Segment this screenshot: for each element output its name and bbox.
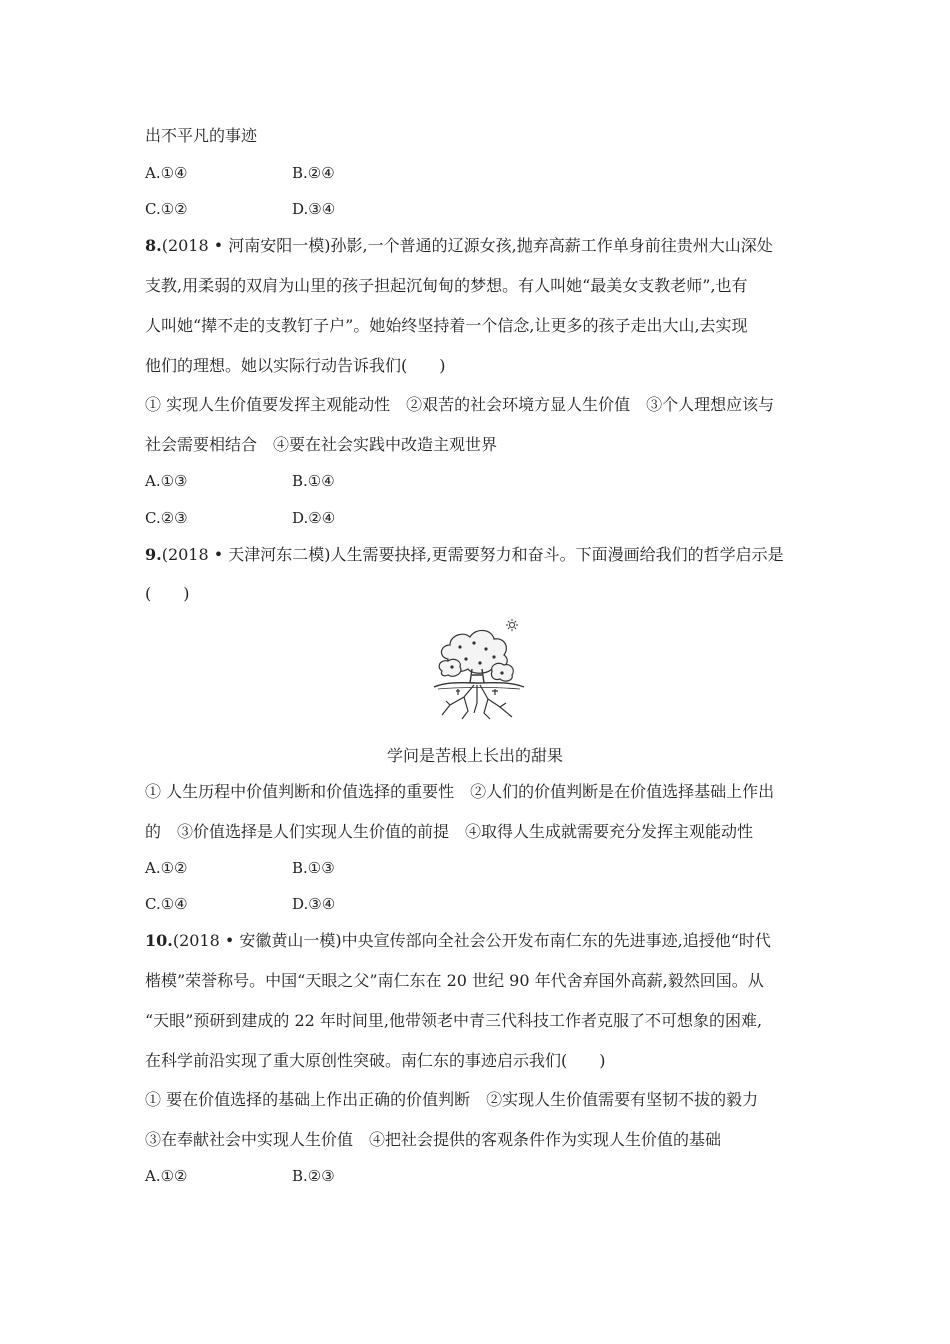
q8-option-c: C.②③ <box>145 509 188 527</box>
q9-option-c: C.①④ <box>145 895 188 913</box>
q8-number: 8. <box>145 236 162 255</box>
cartoon-caption: 学问是苦根上长出的甜果 <box>386 746 563 765</box>
q10-stem-line: 楷模”荣誉称号。中国“天眼之父”南仁东在 20 世纪 90 年代舍弃国外高薪,毅然回国。从 <box>145 971 764 990</box>
q7-option-c: C.①② <box>145 200 188 218</box>
q7-option-d: D.③④ <box>292 200 336 218</box>
q8-option-d: D.②④ <box>292 509 336 527</box>
q8-stem-line: 人叫她“撵不走的支教钉子户”。她始终坚持着一个信念,让更多的孩子走出大山,去实现 <box>145 316 748 335</box>
q7-tail: 出不平凡的事迹 <box>145 126 258 145</box>
q7-option-b: B.②④ <box>292 164 335 182</box>
q7-option-a: A.①④ <box>145 164 188 182</box>
q9-stem-line: 9.(2018 • 天津河东二模)人生需要抉择,更需要努力和奋斗。下面漫画给我们的哲学启示是 <box>145 545 784 564</box>
q8-statement-line: 社会需要相结合 ④要在社会实践中改造主观世界 <box>145 435 498 454</box>
q8-option-a: A.①③ <box>145 472 188 490</box>
q8-stem-line: 8.(2018 • 河南安阳一模)孙影,一个普通的辽源女孩,抛弃高薪工作单身前往贵州大山深处 <box>145 236 773 255</box>
q9-option-d: D.③④ <box>292 895 336 913</box>
q9-option-b: B.①③ <box>292 859 335 877</box>
q10-statement-line: ① 要在价值选择的基础上作出正确的价值判断 ②实现人生价值需要有坚韧不拔的毅力 <box>145 1090 759 1109</box>
q10-stem-line: 在科学前沿实现了重大原创性突破。南仁东的事迹启示我们( ) <box>145 1051 606 1070</box>
q8-statement-line: ① 实现人生价值要发挥主观能动性 ②艰苦的社会环境方显人生价值 ③个人理想应该与 <box>145 395 775 414</box>
q9-statement-line: ① 人生历程中价值判断和价值选择的重要性 ②人们的价值判断是在价值选择基础上作出 <box>145 782 775 801</box>
q10-number: 10. <box>145 931 173 950</box>
q8-stem-line: 支教,用柔弱的双肩为山里的孩子担起沉甸甸的梦想。有人叫她“最美女支教老师”,也有 <box>145 276 748 295</box>
q10-statement-line: ③在奉献社会中实现人生价值 ④把社会提供的客观条件作为实现人生价值的基础 <box>145 1130 722 1149</box>
cartoon-illustration <box>428 617 528 721</box>
q9-statement-line: 的 ③价值选择是人们实现人生价值的前提 ④取得人生成就需要充分发挥主观能动性 <box>145 822 754 841</box>
q10-option-b: B.②③ <box>292 1167 335 1185</box>
q8-stem-line: 他们的理想。她以实际行动告诉我们( ) <box>145 356 446 375</box>
q9-option-a: A.①② <box>145 859 188 877</box>
q10-stem-line: 10.(2018 • 安徽黄山一模)中央宣传部向全社会公开发布南仁东的先进事迹,追授他“时代 <box>145 931 771 950</box>
q9-stem-line: ( ) <box>145 584 190 603</box>
q8-option-b: B.①④ <box>292 472 335 490</box>
q10-stem-line: “天眼”预研到建成的 22 年时间里,他带领老中青三代科技工作者克服了不可想象的困难, <box>145 1011 763 1030</box>
q9-number: 9. <box>145 545 162 564</box>
q10-option-a: A.①② <box>145 1167 188 1185</box>
